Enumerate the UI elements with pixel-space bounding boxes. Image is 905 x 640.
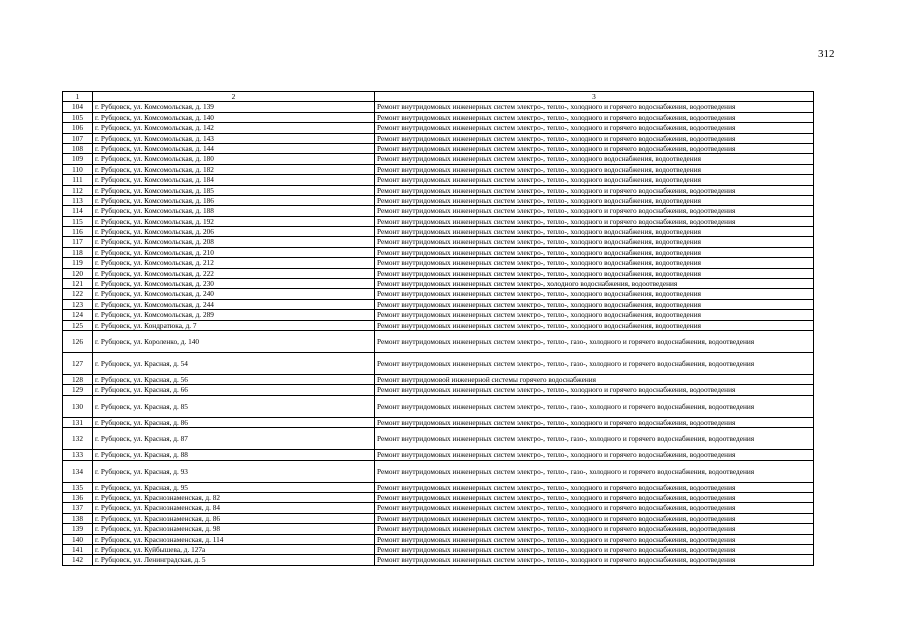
row-number-cell: 138 xyxy=(63,513,93,523)
table-row xyxy=(63,352,814,374)
work-description-cell: Ремонт внутридомовых инженерных систем электро-, тепло-, холодного и горячего водоснабжения, водоотведения xyxy=(375,185,814,195)
work-description-cell: Ремонт внутридомовых инженерных систем электро-, тепло-, холодного и горячего водоснабжения, водоотведения xyxy=(375,524,814,534)
table-row xyxy=(63,247,814,257)
column-header-work: 3 xyxy=(375,92,814,102)
table-row xyxy=(63,206,814,216)
table-row xyxy=(63,164,814,174)
row-number-cell: 123 xyxy=(63,299,93,309)
row-number-cell: 114 xyxy=(63,206,93,216)
address-cell: г. Рубцовск, ул. Ленинградская, д. 5 xyxy=(93,555,375,565)
row-number-cell: 132 xyxy=(63,428,93,450)
work-description-cell: Ремонт внутридомовых инженерных систем электро-, тепло-, холодного и горячего водоснабжения, водоотведения xyxy=(375,112,814,122)
table-row xyxy=(63,102,814,112)
table-row xyxy=(63,534,814,544)
row-number-cell: 141 xyxy=(63,544,93,554)
address-cell: г. Рубцовск, ул. Красная, д. 86 xyxy=(93,417,375,427)
address-cell: г. Рубцовск, ул. Комсомольская, д. 140 xyxy=(93,112,375,122)
address-cell: г. Рубцовск, ул. Комсомольская, д. 144 xyxy=(93,143,375,153)
address-cell: г. Рубцовск, ул. Красная, д. 54 xyxy=(93,352,375,374)
work-description-cell: Ремонт внутридомовых инженерных систем электро-, тепло-, холодного и горячего водоснабжения, водоотведения xyxy=(375,503,814,513)
work-description-cell: Ремонт внутридомовых инженерных систем электро-, тепло-, холодного и горячего водоснабжения, водоотведения xyxy=(375,482,814,492)
row-number-cell: 109 xyxy=(63,154,93,164)
address-cell: г. Рубцовск, ул. Комсомольская, д. 188 xyxy=(93,206,375,216)
address-cell: г. Рубцовск, ул. Комсомольская, д. 212 xyxy=(93,258,375,268)
address-cell: г. Рубцовск, ул. Куйбышева, д. 127а xyxy=(93,544,375,554)
row-number-cell: 142 xyxy=(63,555,93,565)
table-row xyxy=(63,279,814,289)
table-row xyxy=(63,227,814,237)
work-description-cell: Ремонт внутридомовых инженерных систем электро-, тепло-, холодного водоснабжения, водоотведения xyxy=(375,247,814,257)
table-row xyxy=(63,524,814,534)
table-row xyxy=(63,555,814,565)
table-row xyxy=(63,460,814,482)
column-header-number: 1 xyxy=(63,92,93,102)
row-number-cell: 111 xyxy=(63,175,93,185)
work-description-cell: Ремонт внутридомовых инженерных систем электро-, тепло-, холодного водоснабжения, водоотведения xyxy=(375,227,814,237)
address-cell: г. Рубцовск, ул. Комсомольская, д. 192 xyxy=(93,216,375,226)
address-cell: г. Рубцовск, ул. Краснознаменская, д. 82 xyxy=(93,492,375,502)
work-description-cell: Ремонт внутридомовых инженерных систем электро-, тепло-, холодного и горячего водоснабжения, водоотведения xyxy=(375,216,814,226)
row-number-cell: 126 xyxy=(63,330,93,352)
row-number-cell: 122 xyxy=(63,289,93,299)
row-number-cell: 118 xyxy=(63,247,93,257)
row-number-cell: 115 xyxy=(63,216,93,226)
address-cell: г. Рубцовск, ул. Краснознаменская, д. 98 xyxy=(93,524,375,534)
work-description-cell: Ремонт внутридомовых инженерных систем электро-, тепло-, холодного и горячего водоснабжения, водоотведения xyxy=(375,450,814,460)
address-cell: г. Рубцовск, ул. Красная, д. 88 xyxy=(93,450,375,460)
row-number-cell: 104 xyxy=(63,102,93,112)
work-description-cell: Ремонт внутридомовых инженерных систем электро-, тепло-, холодного и горячего водоснабжения, водоотведения xyxy=(375,143,814,153)
work-description-cell: Ремонт внутридомовых инженерных систем электро-, холодного водоснабжения, водоотведения xyxy=(375,279,814,289)
row-number-cell: 133 xyxy=(63,450,93,460)
table-row xyxy=(63,417,814,427)
address-cell: г. Рубцовск, ул. Комсомольская, д. 186 xyxy=(93,195,375,205)
table-row xyxy=(63,503,814,513)
table-body xyxy=(63,102,814,565)
address-cell: г. Рубцовск, ул. Комсомольская, д. 143 xyxy=(93,133,375,143)
address-cell: г. Рубцовск, ул. Краснознаменская, д. 114 xyxy=(93,534,375,544)
work-description-cell: Ремонт внутридомовых инженерных систем электро-, тепло-, холодного и горячего водоснабжения, водоотведения xyxy=(375,513,814,523)
row-number-cell: 107 xyxy=(63,133,93,143)
table-row xyxy=(63,216,814,226)
row-number-cell: 139 xyxy=(63,524,93,534)
table-row xyxy=(63,133,814,143)
address-cell: г. Рубцовск, ул. Комсомольская, д. 185 xyxy=(93,185,375,195)
row-number-cell: 125 xyxy=(63,320,93,330)
housing-repair-table xyxy=(62,91,814,566)
work-description-cell: Ремонт внутридомовой инженерной системы горячего водоснабжения xyxy=(375,374,814,384)
row-number-cell: 128 xyxy=(63,374,93,384)
row-number-cell: 137 xyxy=(63,503,93,513)
row-number-cell: 140 xyxy=(63,534,93,544)
work-description-cell: Ремонт внутридомовых инженерных систем электро-, тепло-, газо-, холодного и горячего водоснабжения, водоотведения xyxy=(375,395,814,417)
work-description-cell: Ремонт внутридомовых инженерных систем электро-, тепло-, холодного и горячего водоснабжения, водоотведения xyxy=(375,123,814,133)
work-description-cell: Ремонт внутридомовых инженерных систем электро-, тепло-, холодного водоснабжения, водоотведения xyxy=(375,175,814,185)
work-description-cell: Ремонт внутридомовых инженерных систем электро-, тепло-, холодного водоснабжения, водоотведения xyxy=(375,310,814,320)
table-row xyxy=(63,289,814,299)
work-description-cell: Ремонт внутридомовых инженерных систем электро-, тепло-, газо-, холодного и горячего водоснабжения, водоотведения xyxy=(375,352,814,374)
row-number-cell: 127 xyxy=(63,352,93,374)
table-row xyxy=(63,374,814,384)
work-description-cell: Ремонт внутридомовых инженерных систем электро-, тепло-, холодного и горячего водоснабжения, водоотведения xyxy=(375,534,814,544)
row-number-cell: 131 xyxy=(63,417,93,427)
row-number-cell: 121 xyxy=(63,279,93,289)
table-row xyxy=(63,237,814,247)
table-row xyxy=(63,450,814,460)
row-number-cell: 105 xyxy=(63,112,93,122)
table-row xyxy=(63,320,814,330)
address-cell: г. Рубцовск, ул. Комсомольская, д. 180 xyxy=(93,154,375,164)
address-cell: г. Рубцовск, ул. Комсомольская, д. 206 xyxy=(93,227,375,237)
address-cell: г. Рубцовск, ул. Красная, д. 66 xyxy=(93,385,375,395)
table-row xyxy=(63,299,814,309)
address-cell: г. Рубцовск, ул. Комсомольская, д. 182 xyxy=(93,164,375,174)
address-cell: г. Рубцовск, ул. Красная, д. 95 xyxy=(93,482,375,492)
work-description-cell: Ремонт внутридомовых инженерных систем электро-, тепло-, холодного водоснабжения, водоотведения xyxy=(375,154,814,164)
address-cell: г. Рубцовск, ул. Краснознаменская, д. 84 xyxy=(93,503,375,513)
table-row xyxy=(63,154,814,164)
address-cell: г. Рубцовск, ул. Комсомольская, д. 222 xyxy=(93,268,375,278)
table-row xyxy=(63,385,814,395)
row-number-cell: 134 xyxy=(63,460,93,482)
table-row xyxy=(63,185,814,195)
work-description-cell: Ремонт внутридомовых инженерных систем электро-, тепло-, холодного водоснабжения, водоотведения xyxy=(375,299,814,309)
table-row xyxy=(63,544,814,554)
table-row xyxy=(63,258,814,268)
row-number-cell: 129 xyxy=(63,385,93,395)
row-number-cell: 110 xyxy=(63,164,93,174)
work-description-cell: Ремонт внутридомовых инженерных систем электро-, тепло-, холодного и горячего водоснабжения, водоотведения xyxy=(375,544,814,554)
column-header-address: 2 xyxy=(93,92,375,102)
row-number-cell: 130 xyxy=(63,395,93,417)
address-cell: г. Рубцовск, ул. Комсомольская, д. 244 xyxy=(93,299,375,309)
address-cell: г. Рубцовск, ул. Комсомольская, д. 208 xyxy=(93,237,375,247)
row-number-cell: 120 xyxy=(63,268,93,278)
work-description-cell: Ремонт внутридомовых инженерных систем электро-, тепло-, холодного и горячего водоснабжения, водоотведения xyxy=(375,102,814,112)
work-description-cell: Ремонт внутридомовых инженерных систем электро-, тепло-, газо-, холодного и горячего водоснабжения, водоотведения xyxy=(375,330,814,352)
work-description-cell: Ремонт внутридомовых инженерных систем электро-, тепло-, газо-, холодного и горячего водоснабжения, водоотведения xyxy=(375,460,814,482)
address-cell: г. Рубцовск, ул. Комсомольская, д. 142 xyxy=(93,123,375,133)
table-row xyxy=(63,123,814,133)
work-description-cell: Ремонт внутридомовых инженерных систем электро-, тепло-, холодного и горячего водоснабжения, водоотведения xyxy=(375,555,814,565)
work-description-cell: Ремонт внутридомовых инженерных систем электро-, тепло-, холодного водоснабжения, водоотведения xyxy=(375,164,814,174)
table-row xyxy=(63,395,814,417)
page-number: 312 xyxy=(818,48,835,60)
row-number-cell: 106 xyxy=(63,123,93,133)
row-number-cell: 117 xyxy=(63,237,93,247)
row-number-cell: 116 xyxy=(63,227,93,237)
address-cell: г. Рубцовск, ул. Красная, д. 56 xyxy=(93,374,375,384)
table-row xyxy=(63,513,814,523)
work-description-cell: Ремонт внутридомовых инженерных систем электро-, тепло-, холодного и горячего водоснабжения, водоотведения xyxy=(375,417,814,427)
address-cell: г. Рубцовск, ул. Красная, д. 85 xyxy=(93,395,375,417)
table-row xyxy=(63,482,814,492)
work-description-cell: Ремонт внутридомовых инженерных систем электро-, тепло-, холодного и горячего водоснабжения, водоотведения xyxy=(375,133,814,143)
work-description-cell: Ремонт внутридомовых инженерных систем электро-, тепло-, холодного и горячего водоснабжения, водоотведения xyxy=(375,492,814,502)
address-cell: г. Рубцовск, ул. Кондратюка, д. 7 xyxy=(93,320,375,330)
row-number-cell: 135 xyxy=(63,482,93,492)
work-description-cell: Ремонт внутридомовых инженерных систем электро-, тепло-, холодного водоснабжения, водоотведения xyxy=(375,258,814,268)
address-cell: г. Рубцовск, ул. Комсомольская, д. 210 xyxy=(93,247,375,257)
work-description-cell: Ремонт внутридомовых инженерных систем электро-, тепло-, холодного водоснабжения, водоотведения xyxy=(375,320,814,330)
work-description-cell: Ремонт внутридомовых инженерных систем электро-, тепло-, холодного водоснабжения, водоотведения xyxy=(375,268,814,278)
work-description-cell: Ремонт внутридомовых инженерных систем электро-, тепло-, холодного и горячего водоснабжения, водоотведения xyxy=(375,206,814,216)
row-number-cell: 124 xyxy=(63,310,93,320)
table-row xyxy=(63,310,814,320)
address-cell: г. Рубцовск, ул. Комсомольская, д. 184 xyxy=(93,175,375,185)
table-row xyxy=(63,175,814,185)
table-row xyxy=(63,112,814,122)
table-row xyxy=(63,195,814,205)
work-description-cell: Ремонт внутридомовых инженерных систем электро-, тепло-, холодного водоснабжения, водоотведения xyxy=(375,289,814,299)
table-row xyxy=(63,143,814,153)
table-row xyxy=(63,492,814,502)
work-description-cell: Ремонт внутридомовых инженерных систем электро-, тепло-, холодного и горячего водоснабжения, водоотведения xyxy=(375,385,814,395)
work-description-cell: Ремонт внутридомовых инженерных систем электро-, тепло-, холодного водоснабжения, водоотведения xyxy=(375,195,814,205)
address-cell: г. Рубцовск, ул. Комсомольская, д. 230 xyxy=(93,279,375,289)
table-row xyxy=(63,268,814,278)
work-description-cell: Ремонт внутридомовых инженерных систем электро-, тепло-, газо-, холодного и горячего водоснабжения, водоотведения xyxy=(375,428,814,450)
row-number-cell: 108 xyxy=(63,143,93,153)
address-cell: г. Рубцовск, ул. Комсомольская, д. 139 xyxy=(93,102,375,112)
address-cell: г. Рубцовск, ул. Краснознаменская, д. 86 xyxy=(93,513,375,523)
column-number-header-row xyxy=(63,92,814,102)
work-description-cell: Ремонт внутридомовых инженерных систем электро-, тепло-, холодного водоснабжения, водоотведения xyxy=(375,237,814,247)
address-cell: г. Рубцовск, ул. Комсомольская, д. 289 xyxy=(93,310,375,320)
row-number-cell: 113 xyxy=(63,195,93,205)
table-row xyxy=(63,330,814,352)
row-number-cell: 119 xyxy=(63,258,93,268)
address-cell: г. Рубцовск, ул. Короленко, д. 140 xyxy=(93,330,375,352)
table-row xyxy=(63,428,814,450)
address-cell: г. Рубцовск, ул. Комсомольская, д. 240 xyxy=(93,289,375,299)
address-cell: г. Рубцовск, ул. Красная, д. 87 xyxy=(93,428,375,450)
row-number-cell: 136 xyxy=(63,492,93,502)
address-cell: г. Рубцовск, ул. Красная, д. 93 xyxy=(93,460,375,482)
row-number-cell: 112 xyxy=(63,185,93,195)
